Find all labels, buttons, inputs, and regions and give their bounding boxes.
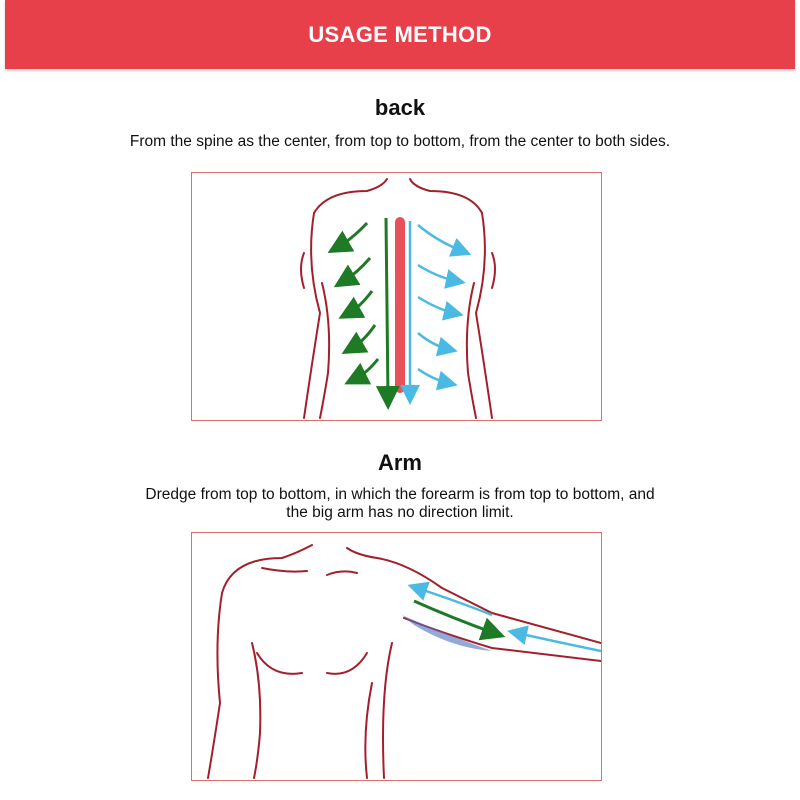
arm-section-description-line1: Dredge from top to bottom, in which the forearm is from top to bottom, and — [145, 486, 655, 503]
body-outline — [208, 545, 601, 778]
back-illustration — [191, 172, 602, 421]
back-section-description: From the spine as the center, from top to bottom, from the center to both sides. — [129, 133, 671, 150]
spine-mark — [395, 217, 405, 393]
arm-illustration — [191, 532, 602, 781]
arm-section-description-line2: the big arm has no direction limit. — [286, 504, 514, 521]
page-title: USAGE METHOD — [308, 21, 492, 47]
arm-arrows — [414, 588, 601, 651]
arm-section-title: Arm — [377, 450, 422, 475]
arm-diagram — [192, 533, 601, 780]
back-diagram — [192, 173, 601, 420]
blue-arrows — [410, 221, 462, 395]
back-section-title: back — [374, 95, 426, 120]
header-banner — [5, 0, 795, 69]
green-arrows — [338, 218, 388, 398]
